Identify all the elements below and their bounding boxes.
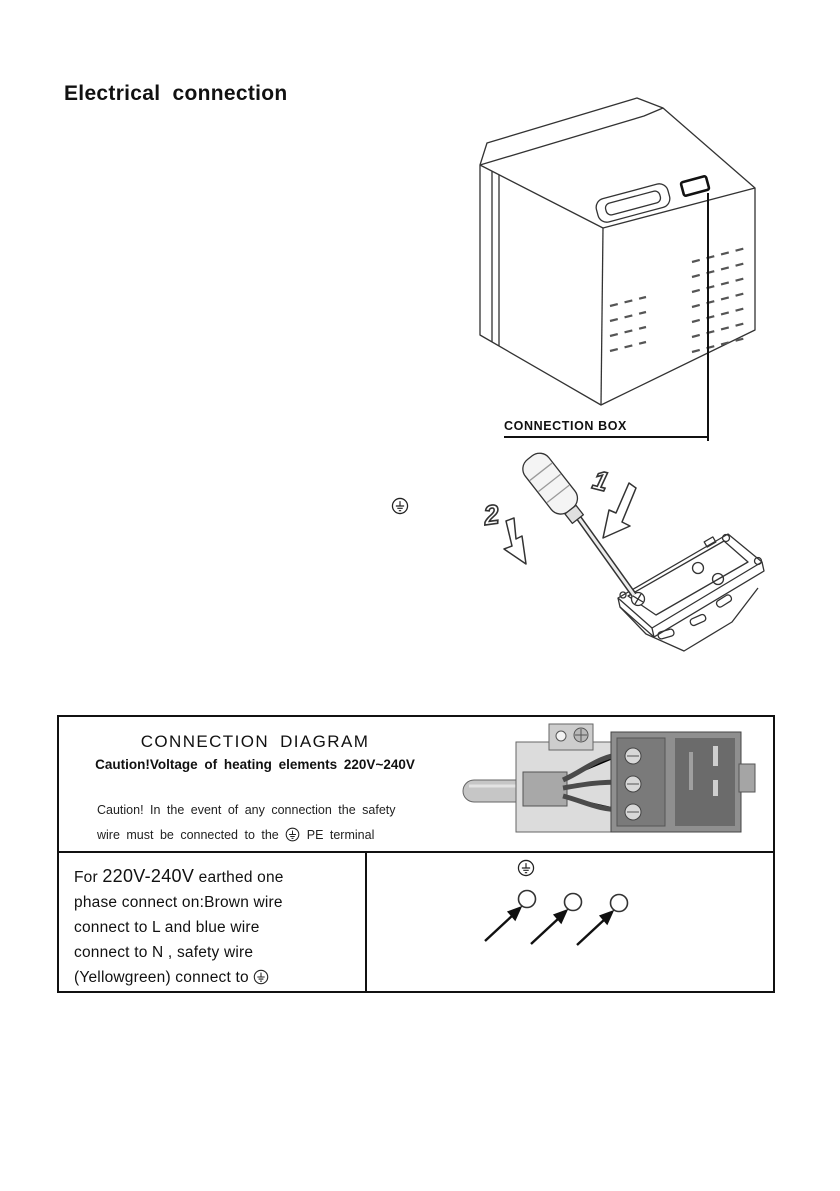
connection-box-leader-line — [707, 193, 709, 441]
terminal-points-cell — [367, 853, 773, 991]
earth-ground-icon — [391, 497, 409, 515]
oven-silhouette — [480, 98, 755, 405]
voltage-caution: Caution!Voltage of heating elements 220V~240V — [95, 757, 415, 772]
earth-ground-icon — [253, 969, 269, 985]
earth-ground-icon — [518, 860, 533, 875]
mounting-tab — [739, 764, 755, 792]
terminal-screws — [625, 748, 641, 820]
instruction-voltage: 220V-240V — [102, 866, 195, 886]
instruction-line-1 — [74, 864, 359, 890]
instruction-line-1-post: earthed one — [198, 869, 284, 886]
terminal-block-photo — [461, 722, 759, 848]
oven-illustration — [468, 90, 770, 420]
block-markings-area — [675, 738, 735, 826]
terminal-points-illustration — [367, 853, 773, 989]
step-2-label: 2 — [481, 499, 501, 531]
connection-diagram-panel — [57, 715, 775, 993]
step-1-label: 1 — [589, 464, 612, 498]
screwdriver-box-illustration — [470, 448, 770, 688]
diagram-heading: CONNECTION DIAGRAM — [140, 732, 370, 751]
connection-box-label: CONNECTION BOX — [504, 419, 709, 438]
safety-caution-line2 — [97, 827, 374, 842]
page-title: Electrical connection — [64, 82, 288, 105]
safety-caution-line1: Caution! In the event of any connection the safety — [97, 803, 396, 817]
safety-caution-line2-pre: wire must be connected to the — [97, 828, 279, 842]
instruction-line-2: phase connect on:Brown wire — [74, 894, 283, 911]
diagram-bottom-section — [59, 853, 773, 991]
instruction-line-5 — [74, 965, 359, 990]
wiring-instructions — [59, 853, 367, 991]
pointer-arrows — [485, 908, 612, 945]
instruction-line-3: connect to L and blue wire — [74, 919, 260, 936]
arrow-step-2 — [504, 518, 526, 564]
cable-clamp — [523, 772, 567, 806]
diagram-top-section — [59, 717, 773, 853]
terminal-circles — [519, 891, 628, 912]
arrow-step-1 — [603, 483, 636, 538]
instruction-line-5-text: (Yellowgreen) connect to — [74, 969, 249, 986]
instruction-line-4: connect to N , safety wire — [74, 944, 254, 961]
pe-earth-icon — [285, 827, 300, 842]
safety-caution-line2-post: PE terminal — [306, 828, 375, 842]
instruction-line-1-pre: For — [74, 869, 98, 886]
